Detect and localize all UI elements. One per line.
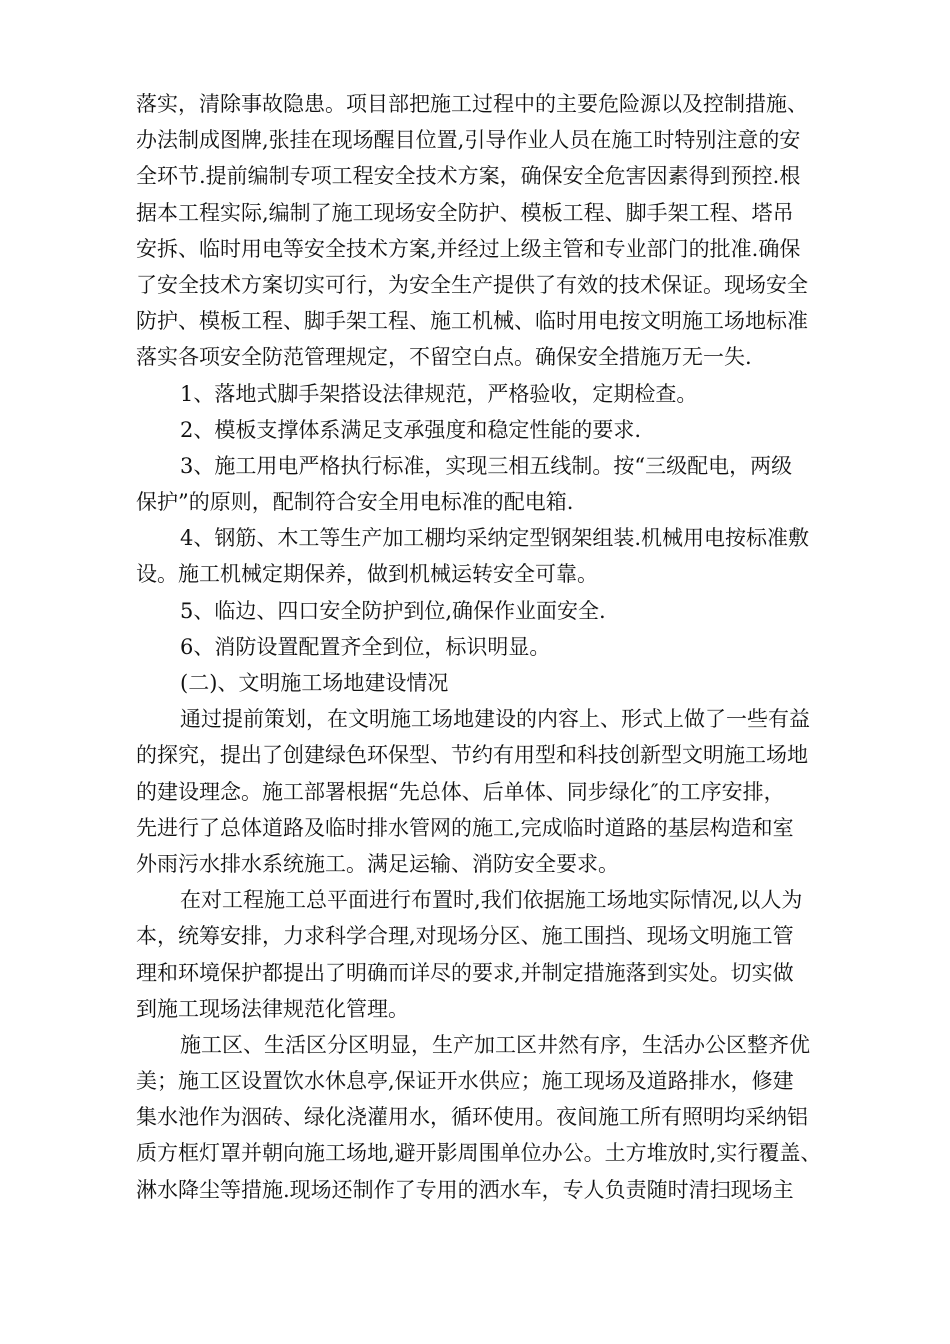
text-line: 施工区、生活区分区明显，生产加工区井然有序，生活办公区整齐优 (180, 1032, 810, 1057)
text-line: 了安全技术方案切实可行，为安全生产提供了有效的技术保证。现场安全 (136, 272, 808, 297)
text-line: 办法制成图牌,张挂在现场醒目位置,引导作业人员在施工时特别注意的安 (136, 128, 801, 153)
text-line: 的建设理念。施工部署根据“先总体、后单体、同步绿化″的工序安排， (136, 779, 785, 804)
text-line: 落实各项安全防范管理规定，不留空白点。确保安全措施万无一失. (136, 345, 752, 370)
paragraph-item-4 (136, 520, 866, 592)
text-line: 5、临边、四口安全防护到位,确保作业面安全. (180, 598, 606, 623)
text-line: 落实，清除事故隐患。项目部把施工过程中的主要危险源以及控制措施、 (136, 92, 808, 116)
text-line: 据本工程实际,编制了施工现场安全防护、模板工程、脚手架工程、塔吊 (136, 200, 794, 225)
text-line: 质方框灯罩并朝向施工场地,避开影周围单位办公。土方堆放时,实行覆盖、 (136, 1141, 822, 1166)
text-line: 1、落地式脚手架搭设法律规范，严格验收，定期检查。 (180, 381, 698, 406)
paragraph-heading-2 (136, 665, 866, 701)
paragraph-layout (136, 882, 866, 1027)
text-line: 到施工现场法律规范化管理。 (136, 996, 409, 1021)
text-line: 安拆、临时用电等安全技术方案,并经过上级主管和专业部门的批准.确保 (136, 236, 801, 261)
text-line: 防护、模板工程、脚手架工程、施工机械、临时用电按文明施工场地标准 (136, 309, 808, 334)
document-body (136, 86, 866, 1208)
text-line: 保护”的原则，配制符合安全用电标准的配电箱. (136, 490, 574, 515)
text-line: 淋水降尘等措施.现场还制作了专用的洒水车，专人负责随时清扫现场主 (136, 1177, 794, 1202)
paragraph-item-2 (136, 412, 866, 448)
paragraph-zones (136, 1027, 866, 1208)
text-line: 的探究，提出了创建绿色环保型、节约有用型和科技创新型文明施工场地 (136, 743, 808, 768)
paragraph-item-1 (136, 376, 866, 412)
text-line: 2、模板支撑体系满足支承强度和稳定性能的要求. (180, 417, 642, 442)
paragraph-item-3 (136, 448, 866, 520)
text-line: 理和环境保护都提出了明确而详尽的要求,并制定措施落到实处。切实做 (136, 960, 794, 985)
text-line: 设。施工机械定期保养，做到机械运转安全可靠。 (136, 562, 598, 587)
text-line: 全环节.提前编制专项工程安全技术方案，确保安全危害因素得到预控.根 (136, 164, 801, 189)
text-line: 本，统筹安排，力求科学合理,对现场分区、施工围挡、现场文明施工管 (136, 924, 794, 949)
text-line: 6、消防设置配置齐全到位，标识明显。 (180, 634, 551, 659)
paragraph-item-6 (136, 629, 866, 665)
text-line: 3、施工用电严格执行标准，实现三相五线制。按“三级配电，两级 (180, 453, 793, 478)
text-line: 4、钢筋、木工等生产加工棚均采纳定型钢架组装.机械用电按标准敷 (180, 526, 810, 551)
text-line: 外雨污水排水系统施工。满足运输、消防安全要求。 (136, 851, 619, 876)
text-line: 美；施工区设置饮水休息亭,保证开水供应；施工现场及道路排水，修建 (136, 1069, 794, 1094)
text-line: 先进行了总体道路及临时排水管网的施工,完成临时道路的基层构造和室 (136, 815, 794, 840)
text-line: 集水池作为洇砖、绿化浇灌用水，循环使用。夜间施工所有照明均采纳铝 (136, 1105, 808, 1130)
text-line: 在对工程施工总平面进行布置时,我们依据施工场地实际情况,以人为 (180, 888, 803, 913)
paragraph-planning (136, 701, 866, 882)
text-line: 通过提前策划，在文明施工场地建设的内容上、形式上做了一些有益 (180, 707, 810, 732)
text-line: (二)、文明施工场地建设情况 (180, 671, 449, 695)
paragraph-item-5 (136, 593, 866, 629)
paragraph-intro (136, 86, 866, 376)
